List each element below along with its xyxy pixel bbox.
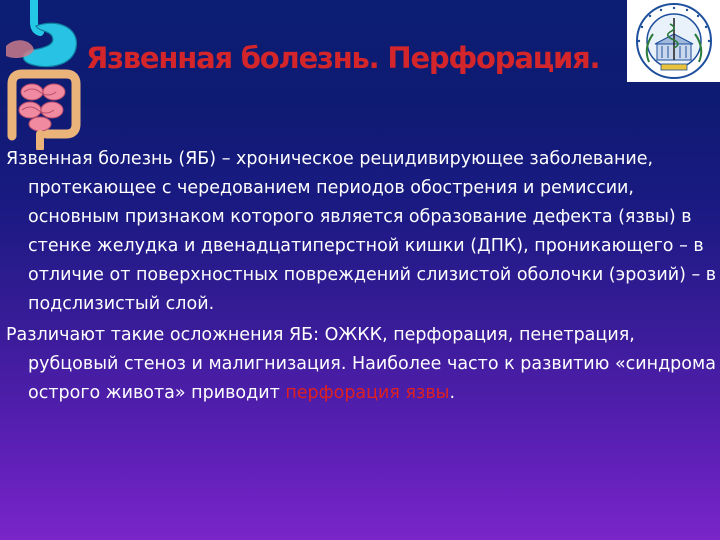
digestive-system-icon — [0, 0, 86, 150]
highlight-perforation: перфорация язвы — [285, 383, 450, 403]
paragraph-definition: Язвенная болезнь (ЯБ) – хроническое рецидивирующее заболевание, протекающее с чередованием периодов обострения и ремиссии, основным признаком которого является образование дефекта (язвы) в стенке желудка и двенадцатиперстной кишки (ДПК), проникающего – в отличие от поверхностных повреждений слизистой оболочки (эрозий) – в подслизистый слой. — [6, 149, 717, 314]
paragraph-complications — [6, 321, 718, 408]
complications-end: . — [449, 383, 456, 403]
slide-body — [6, 145, 718, 410]
slide-title: Язвенная болезнь. Перфорация. — [86, 41, 600, 76]
complications-text: Различают такие осложнения ЯБ: ОЖКК, перфорация, пенетрация, рубцовый стеноз и малигнизация. Наиболее часто к развитию «синдрома острого живота» приводит — [6, 325, 716, 403]
university-emblem-icon — [627, 0, 720, 82]
